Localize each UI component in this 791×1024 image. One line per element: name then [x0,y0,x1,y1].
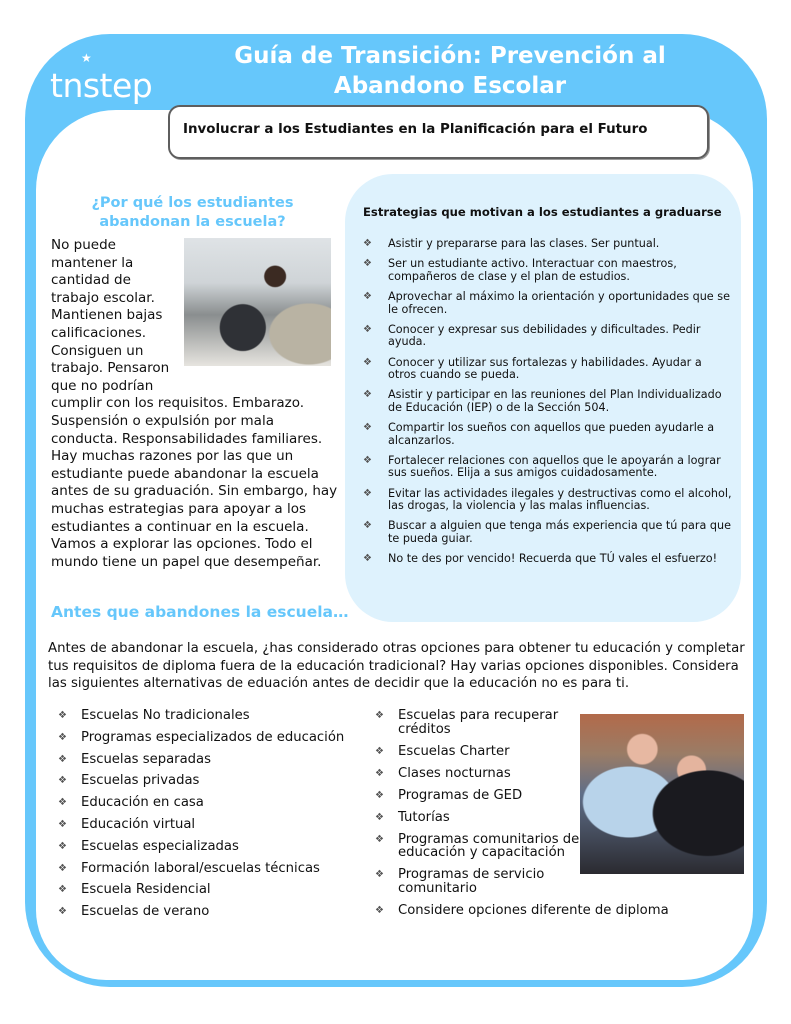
strategies-list [363,238,733,573]
why-heading: ¿Por qué los estudiantes abandonan la escuela? [91,195,294,230]
diamond-bullet-icon: ❖ [363,553,372,565]
list-item: ❖ Fortalecer relaciones con aquellos que le apoyarán a lograr sus sueños. Elija a sus amigos cuidadosamente. [363,453,721,480]
diamond-bullet-icon: ❖ [375,710,384,721]
diamond-bullet-icon: ❖ [375,811,384,823]
subtitle-banner [168,105,709,159]
students-studying-photo [184,238,331,366]
list-item: ❖ Escuelas Charter [375,743,510,759]
list-item: ❖ Escuelas separadas [58,751,211,767]
why-body-text: No puede mantener la cantidad de trabajo escolar. Mantienen bajas calificaciones. Consiguen un trabajo. Pensaron que no podrían cumplir con los requisitos. Embarazo. Suspensión o expulsión por mala conducta. Responsabilidades familiares. Hay muchas razones por las que un estudiante puede abandonar la escuela antes de su graduación. Sin embargo, hay muchas estrategias para apoyar a los estudiantes a continuar en la escuela. Vamos a explorar las opciones. Todo el mundo tiene un papel que desempeñar. [51,237,338,570]
diamond-bullet-icon: ❖ [363,356,372,368]
diamond-bullet-icon: ❖ [363,258,372,270]
list-item: ❖ Buscar a alguien que tenga más experiencia que tú para que te pueda guiar. [363,519,731,546]
list-item: ❖ Escuelas para recuperar créditos [375,708,559,737]
strategies-title: Estrategias que motivan a los estudiantes a graduarse [363,205,722,219]
diamond-bullet-icon: ❖ [58,818,67,830]
diamond-bullet-icon: ❖ [375,745,384,757]
diamond-bullet-icon: ❖ [363,323,372,335]
list-item: ❖ Considere opciones diferente de diploma [375,902,669,918]
diamond-bullet-icon: ❖ [363,454,372,466]
diamond-bullet-icon: ❖ [58,753,67,765]
diamond-bullet-icon: ❖ [375,833,384,845]
list-item: ❖ Conocer y expresar sus debilidades y dificultades. Pedir ayuda. [363,322,701,349]
tnstep-logo [50,52,160,112]
page-title: Guía de Transición: Prevención al Abandono Escolar [234,43,666,99]
alternatives-list-left [58,708,358,926]
list-item: ❖ Educación en casa [58,795,204,811]
diamond-bullet-icon: ❖ [363,238,372,249]
diamond-bullet-icon: ❖ [363,487,372,499]
diamond-bullet-icon: ❖ [58,710,67,721]
list-item: ❖ Tutorías [375,809,450,825]
list-item: ❖ Escuelas especializadas [58,838,239,854]
diamond-bullet-icon: ❖ [58,731,67,743]
list-item: ❖ Asistir y prepararse para las clases. Ser puntual. [363,237,660,250]
list-item: ❖ Programas especializados de educación [58,729,345,745]
list-item: ❖ Asistir y participar en las reuniones del Plan Individualizado de Educación (IEP) o de la Sección 504. [363,388,722,414]
list-item: ❖ Educación virtual [58,816,196,832]
list-item: ❖ Programas de GED [375,787,523,803]
list-item: ❖ Programas de servicio comunitario [375,867,545,896]
diamond-bullet-icon: ❖ [375,767,384,779]
diamond-bullet-icon: ❖ [58,884,67,896]
diamond-bullet-icon: ❖ [58,906,67,918]
list-item: ❖ Programas comunitarios de educación y capacitación [375,831,580,860]
before-heading: Antes que abandones la escuela… [51,603,349,621]
diamond-bullet-icon: ❖ [58,862,67,874]
diamond-bullet-icon: ❖ [58,797,67,809]
list-item: ❖ Escuelas No tradicionales [58,708,250,723]
list-item: ❖ Formación laboral/escuelas técnicas [58,860,320,876]
diamond-bullet-icon: ❖ [375,789,384,801]
diamond-bullet-icon: ❖ [375,904,384,916]
list-item: ❖ Aprovechar al máximo la orientación y oportunidades que se le ofrecen. [363,289,730,316]
diamond-bullet-icon: ❖ [58,840,67,852]
list-item: ❖ Conocer y utilizar sus fortalezas y habilidades. Ayudar a otros cuando se pueda. [363,355,702,382]
subtitle-text: Involucrar a los Estudiantes en la Planificación para el Futuro [183,122,648,137]
diamond-bullet-icon: ❖ [363,389,372,401]
logo-text: tnstep [50,66,153,105]
list-item: ❖ No te des por vencido! Recuerda que TÚ vales el esfuerzo! [363,552,718,566]
before-body: Antes de abandonar la escuela, ¿has considerado otras opciones para obtener tu educación y completar tus requisitos de diploma fuera de la educación tradicional? Hay varias opciones disponibles. Considera las siguientes alternativas de eduación antes de decidir que la educación no es para ti. [48,641,745,692]
diamond-bullet-icon: ❖ [363,520,372,532]
list-item: ❖ Evitar las actividades ilegales y destructivas como el alcohol, las drogas, la violencia y las malas influencias. [363,486,732,513]
graduation-photo [580,714,744,874]
list-item: ❖ Escuelas de verano [58,904,210,920]
diamond-bullet-icon: ❖ [58,775,67,787]
diamond-bullet-icon: ❖ [363,290,372,302]
star-icon: ★ [81,51,92,65]
list-item: ❖ Escuela Residencial [58,882,211,898]
list-item: ❖ Compartir los sueños con aquellos que pueden ayudarle a alcanzarlos. [363,421,715,447]
list-item: ❖ Escuelas privadas [58,773,200,789]
list-item: ❖ Clases nocturnas [375,765,511,781]
list-item: ❖ Ser un estudiante activo. Interactuar con maestros, compañeros de clase y el plan de estudios. [363,257,677,283]
diamond-bullet-icon: ❖ [375,869,384,880]
diamond-bullet-icon: ❖ [363,422,372,434]
